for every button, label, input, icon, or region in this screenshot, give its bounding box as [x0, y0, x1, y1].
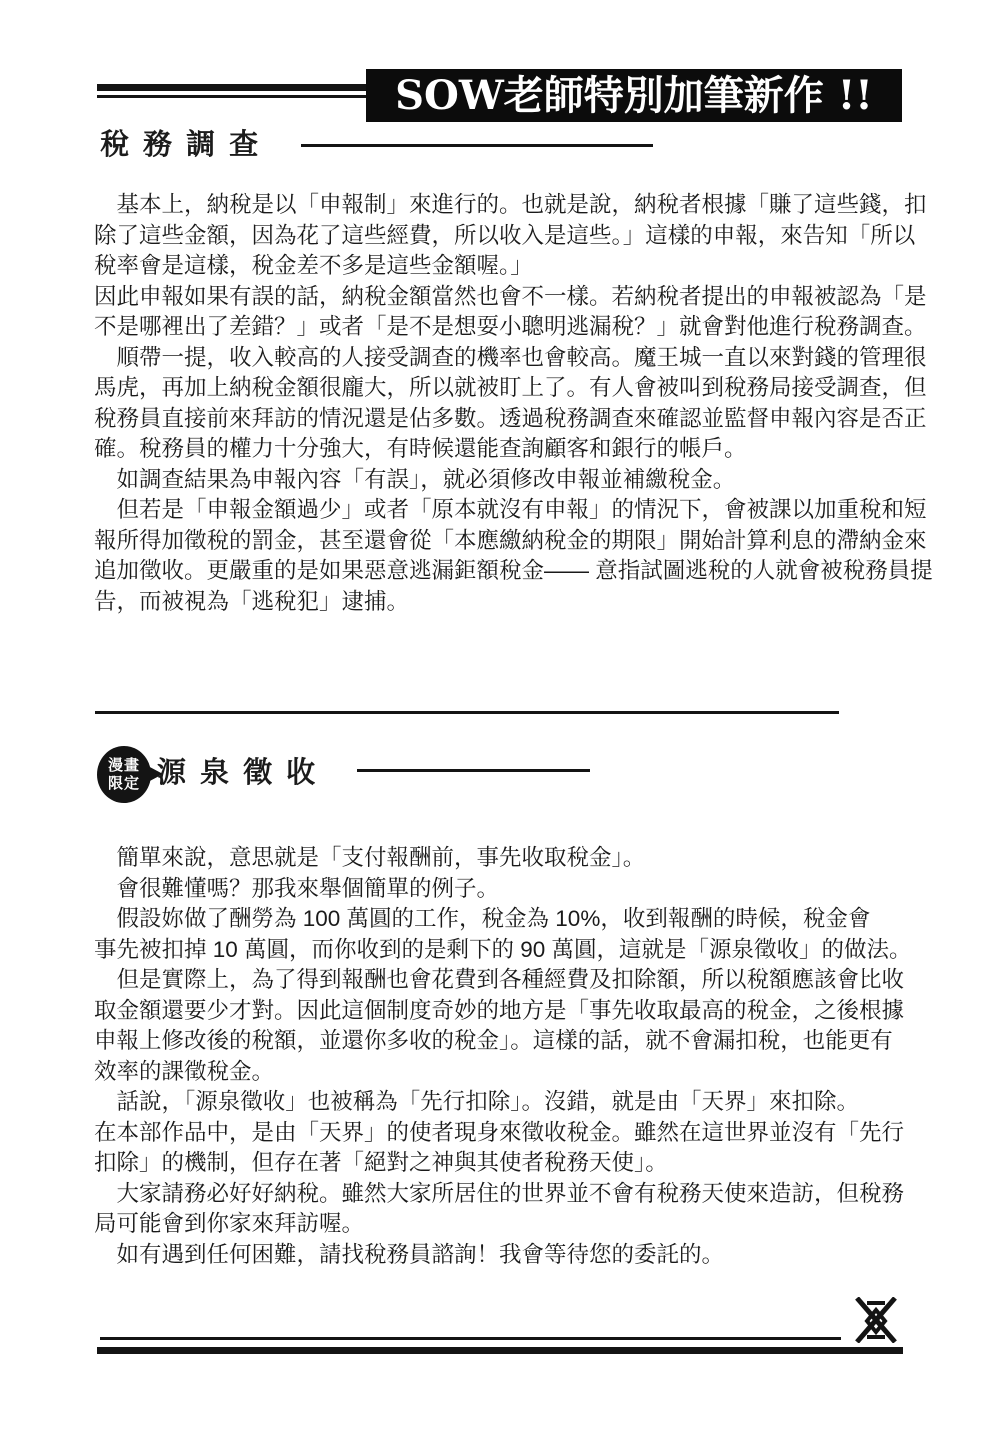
- text-line: 報所得加徵稅的罰金，甚至還會從「本應繳納稅金的期限」開始計算利息的滯納金來: [94, 527, 927, 553]
- text-line: 不是哪裡出了差錯？」或者「是不是想耍小聰明逃漏稅？」就會對他進行稅務調查。: [94, 314, 927, 339]
- text-line: 在本部作品中，是由「天界」的使者現身來徵收稅金。雖然在這世界並沒有「先行: [94, 1119, 905, 1145]
- text-line: 如調查結果為申報內容「有誤」，就必須修改申報並補繳稅金。: [94, 466, 736, 492]
- badge-text-line: 漫畫: [107, 756, 140, 774]
- badge-text-line: 限定: [107, 774, 140, 792]
- hourglass-x-mark-icon: [852, 1297, 900, 1343]
- top-rule-thick: [97, 84, 370, 91]
- text-line: 順帶一提，收入較高的人接受調查的機率也會較高。魔王城一直以來對錢的管理很: [94, 344, 927, 370]
- text-line: 但是實際上，為了得到報酬也會花費到各種經費及扣除額，所以稅額應該會比收: [94, 967, 905, 992]
- top-rule-thin: [97, 95, 370, 98]
- text-line: 大家請務必好好納稅。雖然大家所居住的世界並不會有稅務天使來造訪，但稅務: [94, 1180, 905, 1206]
- text-line: 稅務員直接前來拜訪的情況還是佔多數。透過稅務調查來確認並監督申報內容是否正: [94, 405, 927, 431]
- text-line: 話說，「源泉徵收」也被稱為「先行扣除」。沒錯，就是由「天界」來扣除。: [94, 1089, 860, 1114]
- text-line: 確。稅務員的權力十分強大，有時候還能查詢顧客和銀行的帳戶。: [94, 436, 747, 461]
- text-line: 但若是「申報金額過少」或者「原本就沒有申報」的情況下，會被課以加重稅和短: [94, 497, 927, 522]
- text-line: 效率的課徵稅金。: [94, 1058, 275, 1084]
- text-line: 簡單來說，意思就是「支付報酬前，事先收取稅金」。: [94, 845, 646, 870]
- bottom-rule-thick: [97, 1347, 903, 1354]
- section-title-rule: [301, 144, 653, 147]
- text-line: 馬虎，再加上納稅金額很龐大，所以就被盯上了。有人會被叫到稅務局接受調查，但: [94, 375, 927, 400]
- text-line: 扣除」的機制，但存在著「絕對之神與其使者稅務天使」。: [94, 1150, 668, 1175]
- text-line: 基本上，納稅是以「申報制」來進行的。也就是說，納稅者根據「賺了這些錢，扣: [94, 192, 927, 217]
- withholding-paragraphs: [94, 843, 912, 1270]
- text-line: 追加徵收。更嚴重的是如果惡意逃漏鉅額稅金—— 意指試圖逃稅的人就會被稅務員提: [94, 558, 933, 583]
- text-line: 如有遇到任何困難，請找稅務員諮詢！我會等待您的委託的。: [94, 1241, 725, 1267]
- text-line: 稅率會是這樣，稅金差不多是這些金額喔。」: [94, 253, 533, 278]
- text-line: 局可能會到你家來拜訪喔。: [94, 1211, 365, 1236]
- text-line: 告，而被視為「逃稅犯」逮捕。: [94, 588, 410, 614]
- banner: [366, 69, 902, 122]
- text-line: 因此申報如果有誤的話，納稅金額當然也會不一樣。若納稅者提出的申報被認為「是: [94, 283, 927, 309]
- banner-title: SOW老師特別加筆新作 !!: [395, 72, 873, 119]
- tax-audit-paragraphs: [94, 190, 933, 617]
- manga-only-badge: [97, 746, 151, 803]
- text-line: 假設妳做了酬勞為 100 萬圓的工作，稅金為 10%，收到報酬的時候，稅金會: [94, 906, 871, 931]
- text-line: 事先被扣掉 10 萬圓，而你收到的是剩下的 90 萬圓，這就是「源泉徵收」的做法。: [94, 936, 912, 962]
- text-line: 取金額還要少才對。因此這個制度奇妙的地方是「事先收取最高的稅金，之後根據: [94, 997, 905, 1023]
- section-title-withholding: 源 泉 徵 收: [157, 757, 319, 789]
- section-divider-rule: [95, 711, 839, 714]
- section-title-tax-audit: 稅 務 調 查: [100, 129, 262, 161]
- text-line: 申報上修改後的稅額，並還你多收的稅金」。這樣的話，就不會漏扣稅，也能更有: [94, 1028, 893, 1053]
- text-line: 會很難懂嗎？那我來舉個簡單的例子。: [94, 875, 500, 901]
- text-line: 除了這些金額，因為花了這些經費，所以收入是這些。」這樣的申報，來告知「所以: [94, 222, 916, 248]
- bottom-rule-thin: [100, 1337, 841, 1340]
- section-title-rule: [357, 769, 590, 772]
